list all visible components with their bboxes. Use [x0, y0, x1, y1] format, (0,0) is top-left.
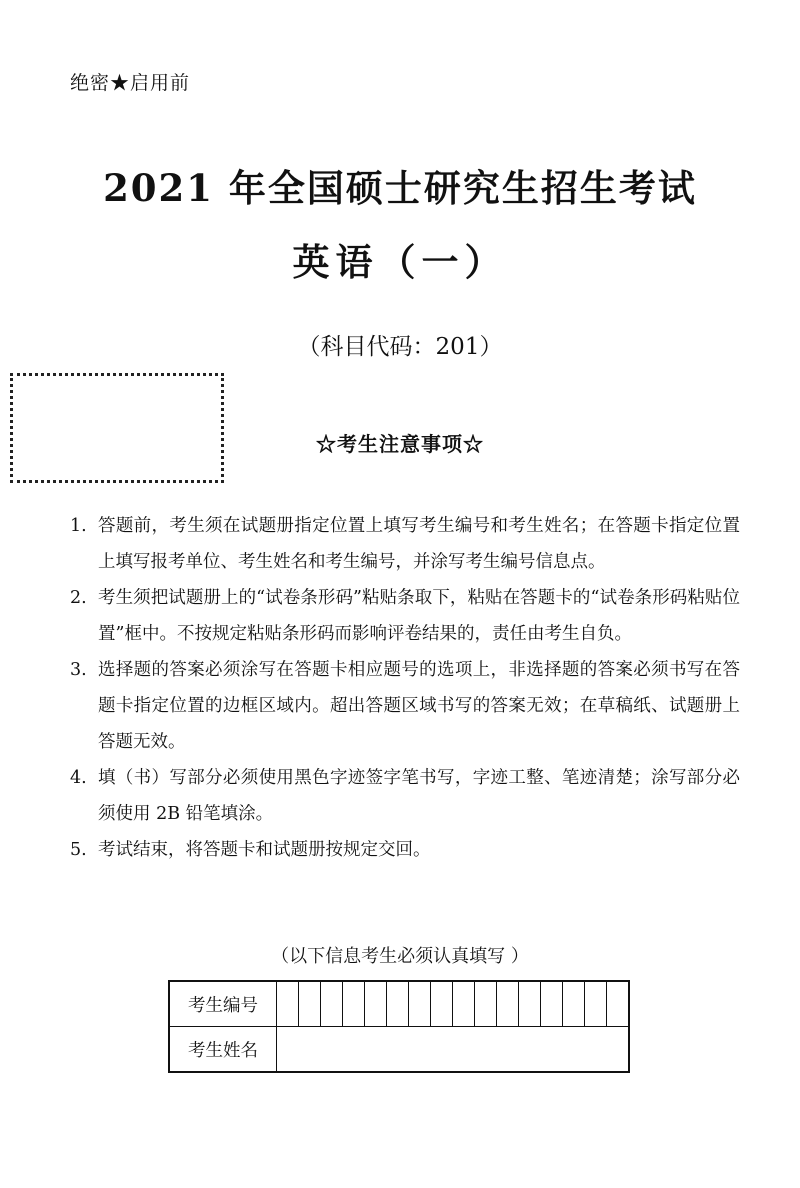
candidate-id-digit-box[interactable] — [277, 981, 299, 1027]
notice-item-number: 3. — [70, 660, 87, 680]
candidate-id-digit-box[interactable] — [541, 981, 563, 1027]
notice-item — [70, 832, 740, 868]
candidate-name-field[interactable] — [277, 1027, 630, 1073]
notice-item-text: 选择题的答案必须涂写在答题卡相应题号的选项上，非选择题的答案必须书写在答题卡指定位置的边框区域内。超出答题区域书写的答案无效；在草稿纸、试题册上答题无效。 — [98, 660, 740, 752]
candidate-id-digit-box[interactable] — [475, 981, 497, 1027]
notice-item-text: 考试结束，将答题卡和试题册按规定交回。 — [98, 840, 431, 860]
candidate-id-digit-box[interactable] — [365, 981, 387, 1027]
fill-instruction: （以下信息考生必须认真填写 ） — [271, 946, 529, 967]
exam-title: 2021 年全国硕士研究生招生考试 — [103, 166, 697, 210]
candidate-info-table — [168, 980, 630, 1073]
notice-item — [70, 508, 740, 580]
candidate-id-row — [169, 981, 629, 1027]
candidate-id-digit-box[interactable] — [607, 981, 630, 1027]
notice-item-number: 4. — [70, 768, 87, 788]
notice-item — [70, 760, 740, 832]
candidate-id-digit-box[interactable] — [585, 981, 607, 1027]
candidate-name-label: 考生姓名 — [169, 1027, 277, 1073]
notice-item-number: 5. — [70, 840, 87, 860]
notice-item-text: 考生须把试题册上的“试卷条形码”粘贴条取下，粘贴在答题卡的“试卷条形码粘贴位置”框中。不按规定粘贴条形码而影响评卷结果的，责任由考生自负。 — [98, 588, 740, 644]
candidate-id-digit-box[interactable] — [387, 981, 409, 1027]
notice-item-number: 1. — [70, 516, 87, 536]
confidential-label: 绝密★启用前 — [70, 72, 191, 94]
candidate-id-digit-box[interactable] — [409, 981, 431, 1027]
candidate-id-digit-box[interactable] — [497, 981, 519, 1027]
subject-title: 英语（一） — [292, 240, 508, 284]
notice-item-text: 填（书）写部分必须使用黑色字迹签字笔书写，字迹工整、笔迹清楚；涂写部分必须使用 2B 铅笔填涂。 — [98, 768, 740, 824]
notice-item-text: 答题前，考生须在试题册指定位置上填写考生编号和考生姓名；在答题卡指定位置上填写报考单位、考生姓名和考生编号，并涂写考生编号信息点。 — [98, 516, 740, 572]
candidate-id-digit-box[interactable] — [519, 981, 541, 1027]
notice-item — [70, 580, 740, 652]
notice-list — [70, 508, 740, 868]
candidate-id-digit-box[interactable] — [563, 981, 585, 1027]
candidate-id-digit-box[interactable] — [453, 981, 475, 1027]
candidate-id-label: 考生编号 — [169, 981, 277, 1027]
subject-code: （科目代码：201） — [297, 334, 503, 360]
candidate-id-digit-box[interactable] — [299, 981, 321, 1027]
candidate-id-digit-box[interactable] — [321, 981, 343, 1027]
candidate-name-row — [169, 1027, 629, 1073]
candidate-id-digit-box[interactable] — [431, 981, 453, 1027]
notice-item — [70, 652, 740, 760]
notice-item-number: 2. — [70, 588, 87, 608]
notice-title: ☆考生注意事项☆ — [316, 432, 484, 456]
candidate-id-digit-box[interactable] — [343, 981, 365, 1027]
